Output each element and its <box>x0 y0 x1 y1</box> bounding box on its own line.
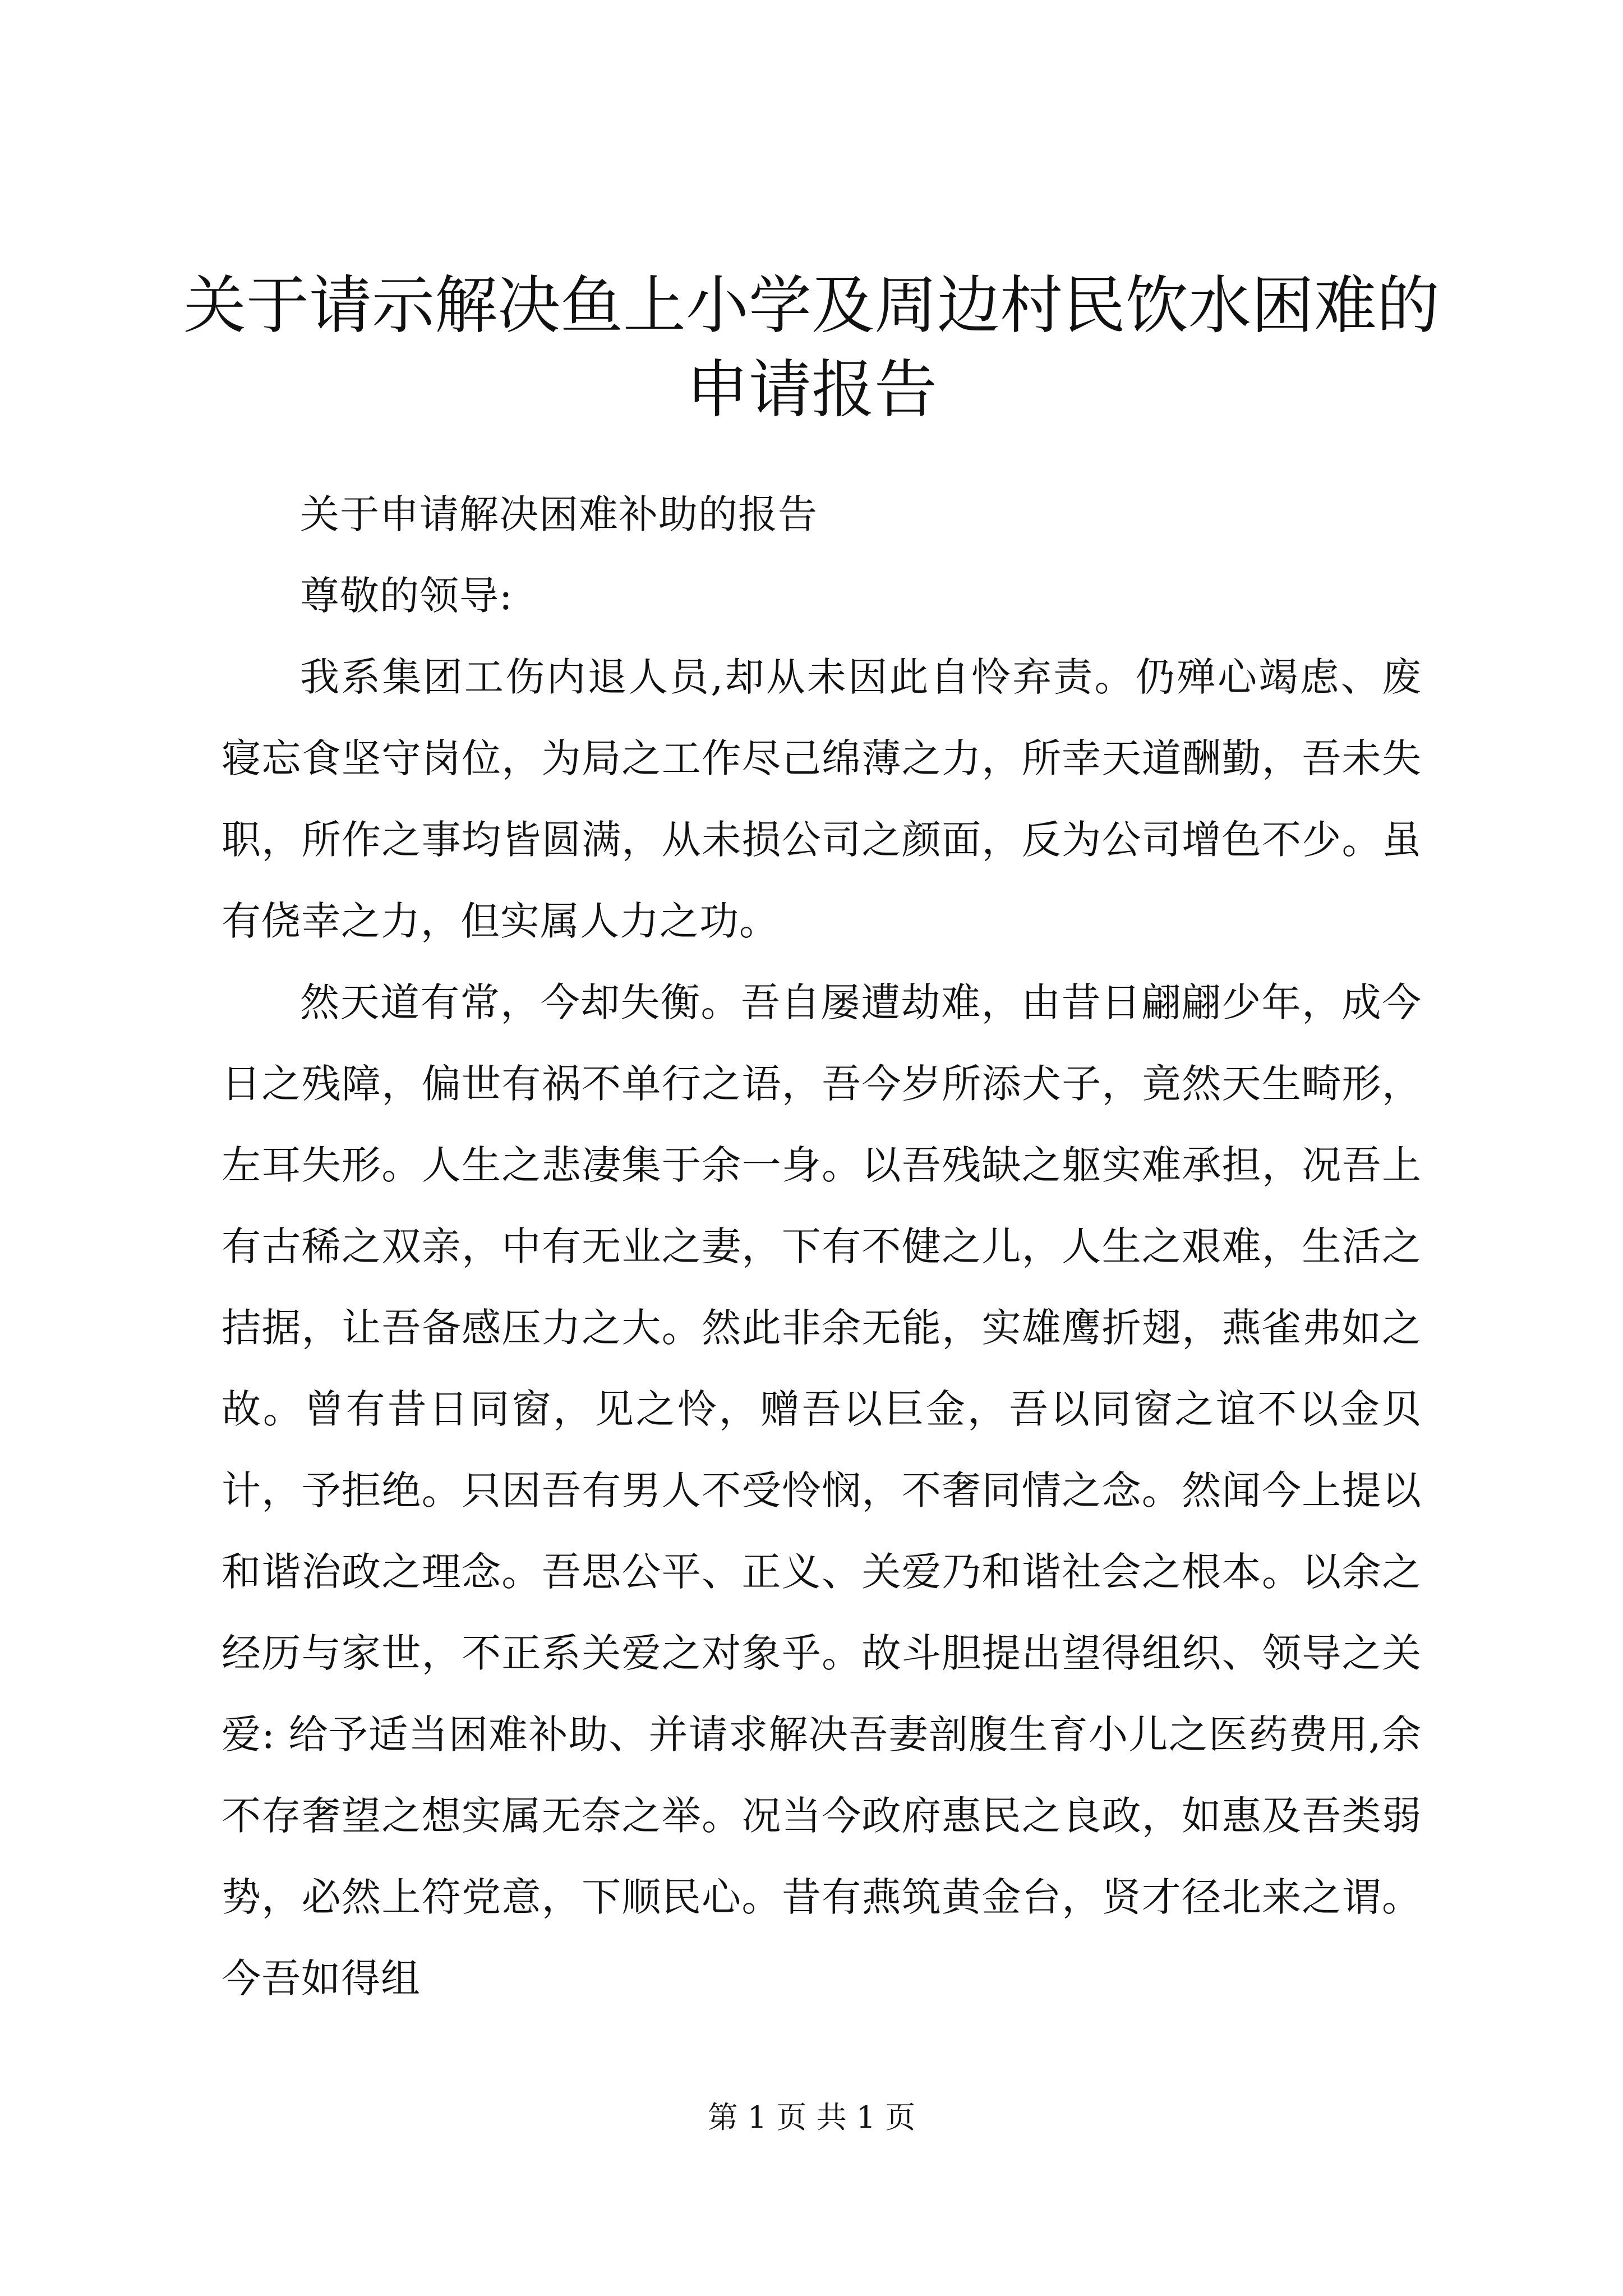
salutation: 尊敬的领导: <box>300 573 513 619</box>
subject-line: 关于申请解决困难补助的报告 <box>300 491 818 537</box>
document-body <box>222 474 1422 2019</box>
body-paragraph: 我系集团工伤内退人员,却从未因此自怜弃责。仍殚心竭虑、废寝忘食坚守岗位，为局之工作尽己绵薄之力，所幸天道酬勤，吾未失职，所作之事均皆圆满，从未损公司之颜面，反为公司增色不少。虽有侥幸之力，但实属人力之功。 <box>222 654 1422 944</box>
document-title: 关于请示解决鱼上小学及周边村民饮水困难的申请报告 <box>183 269 1440 426</box>
body-paragraph: 然天道有常，今却失衡。吾自屡遭劫难，由昔日翩翩少年，成今日之残障，偏世有祸不单行之语，吾今岁所添犬子，竟然天生畸形，左耳失形。人生之悲凄集于余一身。以吾残缺之躯实难承担，况吾上有古稀之双亲，中有无业之妻，下有不健之儿，人生之艰难，生活之拮据，让吾备感压力之大。然此非余无能，实雄鹰折翅，燕雀弗如之故。曾有昔日同窗，见之怜，赠吾以巨金，吾以同窗之谊不以金贝计，予拒绝。只因吾有男人不受怜悯，不奢同情之念。然闻今上提以和谐治政之理念。吾思公平、正义、关爱乃和谐社会之根本。以余之经历与家世，不正系关爱之对象乎。故斗胆提出望得组织、领导之关爱: 给予适当困难补助、并请求解决吾妻剖腹生育小儿之医药费用,余不存奢望之想实属无奈之举。况当今政府惠民之良政，如惠及吾类弱势，必然上符党意，下顺民心。昔有燕筑黄金台，贤才径北来之谓。今吾如得组 <box>222 979 1422 2001</box>
page-footer: 第 1 页 共 1 页 <box>707 2100 916 2135</box>
